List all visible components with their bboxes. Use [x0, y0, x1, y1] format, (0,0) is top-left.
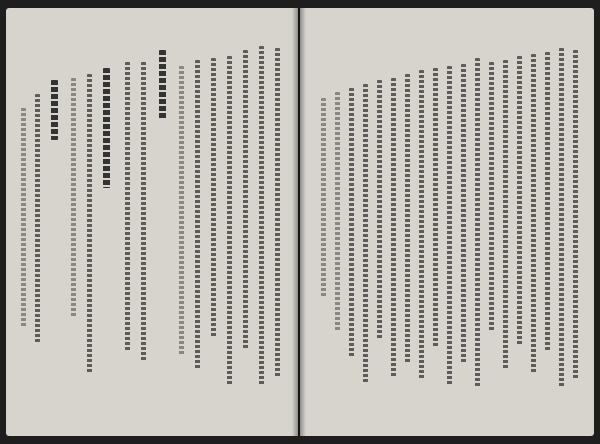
- section-heading-1: [159, 50, 166, 120]
- text-column: [419, 70, 424, 380]
- text-column: [211, 58, 216, 338]
- text-column: [125, 62, 130, 352]
- text-column: [227, 56, 232, 386]
- text-column: [363, 84, 368, 384]
- text-column: [377, 80, 382, 340]
- text-column: [259, 46, 264, 386]
- text-column: [87, 74, 92, 374]
- text-column: [195, 60, 200, 370]
- text-column: [141, 62, 146, 362]
- text-column: [461, 64, 466, 364]
- text-column: [559, 48, 564, 388]
- text-column: [179, 66, 184, 356]
- text-column: [321, 98, 326, 298]
- text-column: [433, 68, 438, 348]
- text-column: [405, 74, 410, 364]
- text-column: [517, 56, 522, 346]
- notice-heading: [51, 80, 58, 140]
- text-column: [275, 48, 280, 378]
- section-heading-2: [103, 68, 110, 188]
- left-page: [6, 8, 298, 436]
- text-column: [447, 66, 452, 386]
- text-column: [391, 78, 396, 378]
- text-column: [489, 62, 494, 332]
- text-column: [35, 94, 40, 344]
- text-column: [531, 54, 536, 374]
- text-column: [545, 52, 550, 352]
- text-column: [475, 58, 480, 388]
- text-column: [503, 60, 508, 370]
- text-column: [335, 92, 340, 332]
- text-column: [243, 50, 248, 350]
- book-gutter: [292, 8, 306, 436]
- text-column: [349, 88, 354, 358]
- right-page: [300, 8, 594, 436]
- text-column: [573, 50, 578, 380]
- text-column: [21, 108, 26, 328]
- text-column: [71, 78, 76, 318]
